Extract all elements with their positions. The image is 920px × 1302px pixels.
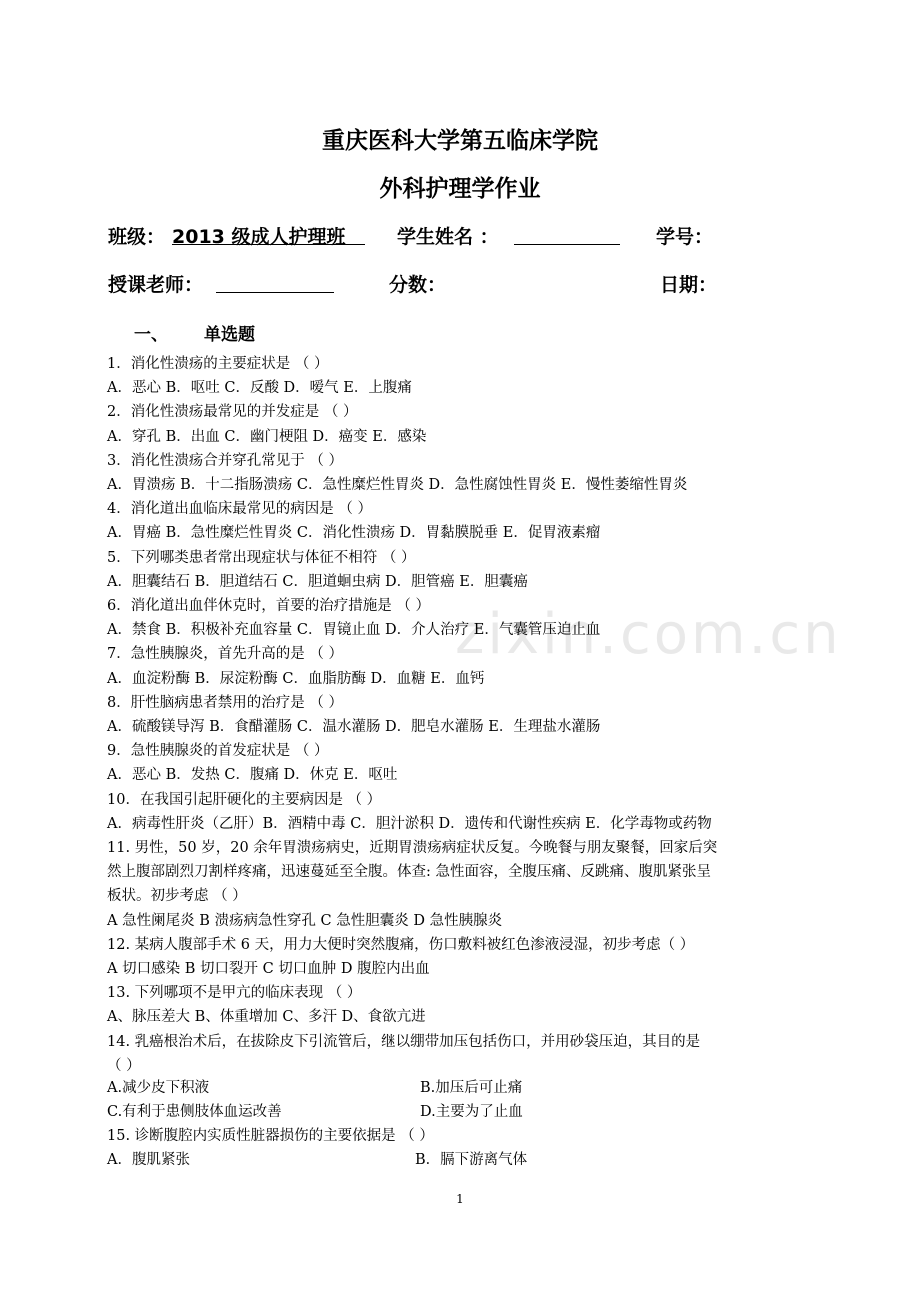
option-line: A．胆囊结石 B．胆道结石 C．胆道蛔虫病 D．胆管癌 E．胆囊癌 [107, 573, 528, 590]
option-row [107, 1150, 190, 1170]
option-line: A．恶心 B．发热 C．腹痛 D．休克 E．呕吐 [107, 767, 398, 784]
student-name-label: 学生姓名 ： [397, 226, 499, 248]
option-line: A 切口感染 B 切口裂开 C 切口血肿 D 腹腔内出血 [107, 961, 430, 977]
student-id-label: 学号： [656, 226, 714, 248]
question-line: 1．消化性溃疡的主要症状是 （ ） [107, 356, 329, 372]
option-row [107, 1078, 209, 1098]
teacher-blank [216, 270, 334, 293]
question-line: 然上腹部剧烈刀割样疼痛，迅速蔓延至全腹。体查: 急性面容，全腹压痛、反跳痛、腹肌紧张呈 [107, 864, 711, 881]
question-line: 12. 某病人腹部手术 6 天，用力大便时突然腹痛，伤口敷料被红色渗液浸湿，初步考虑（ ） [107, 936, 695, 953]
student-name-blank [514, 222, 620, 245]
option-line: A．硫酸镁导泻 B．食醋灌肠 C．温水灌肠 D．肥皂水灌肠 E．生理盐水灌肠 [107, 719, 601, 735]
option-row-right [420, 1078, 522, 1098]
question-line: 10．在我国引起肝硬化的主要病因是 （ ） [107, 791, 382, 808]
question-line: 4．消化道出血临床最常见的病因是 （ ） [107, 501, 372, 518]
option-right: D.主要为了止血 [420, 1104, 523, 1120]
option-line: A．血淀粉酶 B．尿淀粉酶 C．血脂肪酶 D．血糖 E．血钙 [107, 670, 485, 687]
question-line: 9．急性胰腺炎的首发症状是 （ ） [107, 743, 329, 760]
page-number: 1 [456, 1192, 464, 1206]
question-line: 2．消化性溃疡最常见的并发症是 （ ） [107, 404, 358, 421]
question-15: 15. 诊断腹腔内实质性脏器损伤的主要依据是 （ ） [107, 1128, 434, 1144]
option-line: A．病毒性肝炎（乙肝）B．酒精中毒 C．胆汁淤积 D．遗传和代谢性疾病 E．化学毒物或药物 [107, 815, 712, 832]
question-line: 3．消化性溃疡合并穿孔常见于 （ ） [107, 452, 343, 469]
option-row-right [420, 1102, 523, 1122]
option-row [107, 1102, 282, 1122]
option-left: A．腹肌紧张 [107, 1152, 190, 1168]
score-label: 分数： [389, 274, 447, 296]
option-line: A、脉压差大 B、体重增加 C、多汗 D、食欲亢进 [107, 1009, 426, 1026]
question-line: 7．急性胰腺炎，首先升高的是 （ ） [107, 646, 343, 663]
option-right: B．膈下游离气体 [415, 1152, 528, 1168]
class-label: 班级： [108, 226, 166, 248]
section-number: 一、 [134, 325, 168, 345]
class-value-text: 2013 级成人护理班 [172, 226, 346, 248]
option-line: A．禁食 B．积极补充血容量 C．胃镜止血 D．介人治疗 E．气囊管压迫止血 [107, 622, 601, 639]
question-line: 13. 下列哪项不是甲亢的临床表现 （ ） [107, 985, 362, 1002]
question-line: 6．消化道出血伴休克时，首要的治疗措施是 （ ） [107, 598, 430, 614]
section-title: 单选题 [204, 325, 255, 345]
question-line: 板状。初步考虑 （ ） [107, 888, 247, 905]
question-line: 5．下列哪类患者常出现症状与体征不相符 （ ） [107, 549, 416, 566]
option-left: A.减少皮下积液 [107, 1080, 210, 1096]
question-line: 14. 乳癌根治术后，在拔除皮下引流管后，继以绷带加压包括伤口，并用砂袋压迫，其目的是 [107, 1033, 701, 1050]
class-value [172, 222, 365, 248]
question-line: 8．肝性脑病患者禁用的治疗是 （ ） [107, 694, 343, 711]
option-row-right [415, 1150, 527, 1170]
question-line: （ ） [107, 1057, 141, 1074]
school-title: 重庆医科大学第五临床学院 [322, 128, 598, 154]
option-line: A．恶心 B．呕吐 C．反酸 D．嗳气 E．上腹痛 [107, 380, 412, 397]
teacher-label: 授课老师： [108, 274, 204, 296]
date-label: 日期： [660, 274, 718, 296]
option-line: A 急性阑尾炎 B 溃疡病急性穿孔 C 急性胆囊炎 D 急性胰腺炎 [107, 912, 503, 929]
option-line: A．胃癌 B．急性糜烂性胃炎 C．消化性溃疡 D．胃黏膜脱垂 E．促胃液素瘤 [107, 525, 601, 542]
option-line: A．穿孔 B．出血 C．幽门梗阻 D．癌变 E．感染 [107, 428, 427, 445]
option-right: B.加压后可止痛 [420, 1080, 523, 1096]
subject-title: 外科护理学作业 [379, 176, 541, 202]
option-left: C.有利于患侧肢体血运改善 [107, 1104, 282, 1120]
section-heading [134, 320, 255, 345]
option-line: A．胃溃疡 B．十二指肠溃疡 C．急性糜烂性胃炎 D．急性腐蚀性胃炎 E．慢性萎缩性胃炎 [107, 477, 688, 493]
question-line: 11. 男性，50 岁，20 余年胃溃疡病史，近期胃溃疡病症状反复。今晚餐与朋友聚餐，回家后突 [107, 840, 718, 856]
watermark: zixin.com.cn [455, 602, 842, 667]
